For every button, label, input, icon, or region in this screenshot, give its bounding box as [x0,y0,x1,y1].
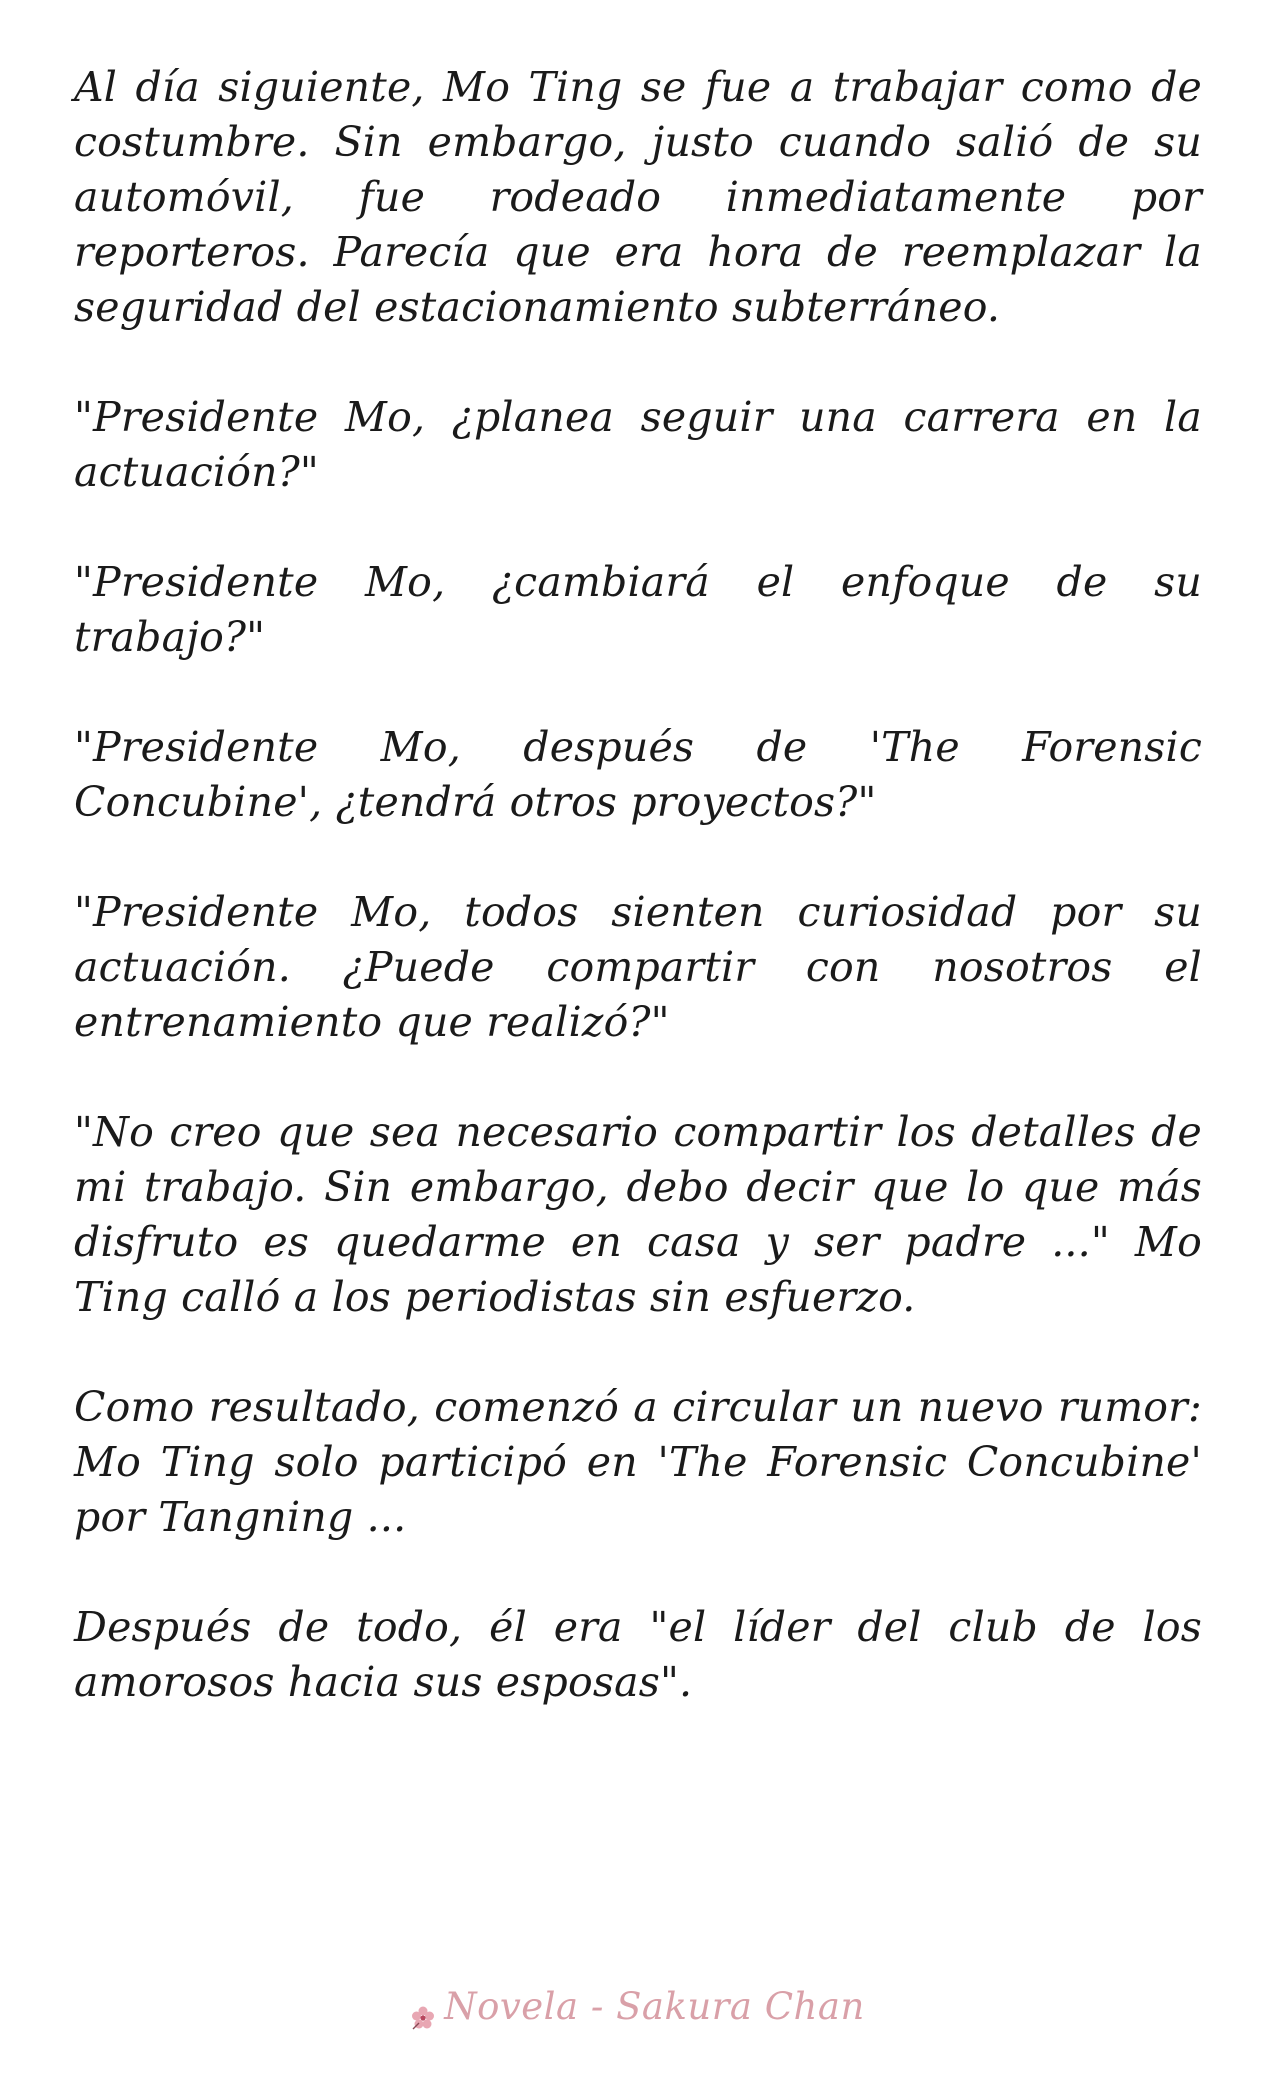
footer-text: Novela - Sakura Chan [444,1985,865,2028]
sakura-blossom-icon [410,1997,436,2023]
paragraph-6: "No creo que sea necesario compartir los detalles de mi trabajo. Sin embargo, debo decir que lo que más disfruto es quedarme en casa y ser padre ..." Mo Ting calló a los periodistas sin esfuerzo. [74,1108,1202,1321]
paragraph-2: "Presidente Mo, ¿planea seguir una carrera en la actuación?" [74,393,1202,496]
watermark-footer [0,1985,1275,2028]
paragraph-7: Como resultado, comenzó a circular un nuevo rumor: Mo Ting solo participó en 'The Forensic Concubine' por Tangning ... [74,1383,1202,1541]
chapter-text [74,60,1202,1765]
paragraph-1: Al día siguiente, Mo Ting se fue a trabajar como de costumbre. Sin embargo, justo cuando salió de su automóvil, fue rodeado inmediatamente por reporteros. Parecía que era hora de reemplazar la seguridad del estacionamiento subterráneo. [74,63,1202,331]
paragraph-3: "Presidente Mo, ¿cambiará el enfoque de su trabajo?" [74,558,1202,661]
paragraph-4: "Presidente Mo, después de 'The Forensic Concubine', ¿tendrá otros proyectos?" [74,723,1202,826]
paragraph-8: Después de todo, él era "el líder del club de los amorosos hacia sus esposas". [74,1603,1202,1706]
paragraph-5: "Presidente Mo, todos sienten curiosidad por su actuación. ¿Puede compartir con nosotros el entrenamiento que realizó?" [74,888,1202,1046]
